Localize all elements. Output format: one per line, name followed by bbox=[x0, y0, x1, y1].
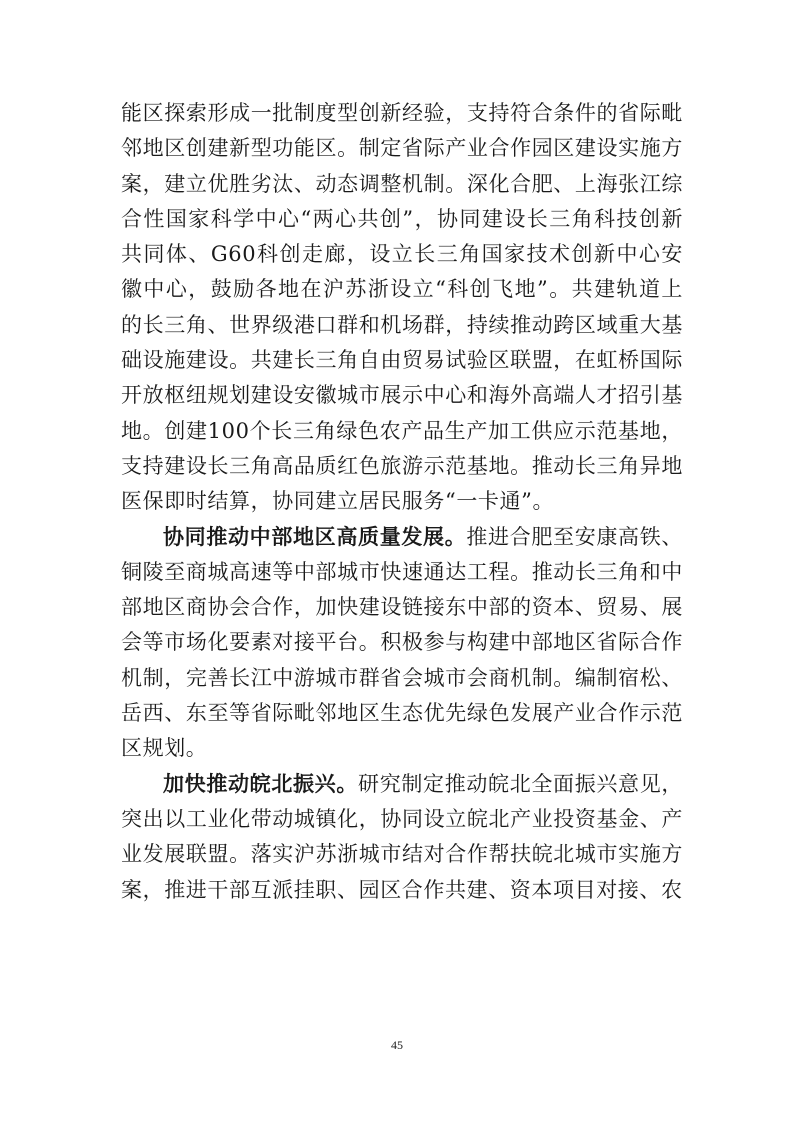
paragraph-text: 推进合肥至安康高铁、铜陵至商城高速等中部城市快速通达工程。推动长三角和中部地区商协会合作，加快建设链接东中部的资本、贸易、展会等市场化要素对接平台。积极参与构建中部地区省际合作机制，完善长江中游城市群省会城市会商机制。编制宿松、岳西、东至等省际毗邻地区生态优先绿色发展产业合作示范区规划。 bbox=[121, 524, 683, 761]
paragraph-text: 能区探索形成一批制度型创新经验，支持符合条件的省际毗邻地区创建新型功能区。制定省际产业合作园区建设实施方案，建立优胜劣汰、动态调整机制。深化合肥、上海张江综合性国家科学中心“两心共创”，协同建设长三角科技创新共同体、G60科创走廊，设立长三角国家技术创新中心安徽中心，鼓励各地在沪苏浙设立“科创飞地”。共建轨道上的长三角、世界级港口群和机场群，持续推动跨区域重大基础设施建设。共建长三角自由贸易试验区联盟，在虹桥国际开放枢纽规划建设安徽城市展示中心和海外高端人才招引基地。创建100个长三角绿色农产品生产加工供应示范基地，支持建设长三角高品质红色旅游示范基地。推动长三角异地医保即时结算，协同建立居民服务“一卡通”。 bbox=[121, 101, 683, 514]
paragraph-north-anhui bbox=[121, 767, 683, 908]
paragraph-lead-heading: 协同推动中部地区高质量发展。 bbox=[163, 524, 467, 549]
paragraph-text: 研究制定推动皖北全面振兴意见，突出以工业化带动城镇化，协同设立皖北产业投资基金、产业发展联盟。落实沪苏浙城市结对合作帮扶皖北城市实施方案，推进干部互派挂职、园区合作共建、资本项目对接、农 bbox=[121, 771, 683, 902]
paragraph-lead-heading: 加快推动皖北振兴。 bbox=[163, 771, 359, 796]
paragraph-yangtze-delta bbox=[121, 96, 683, 520]
paragraph-central-region bbox=[121, 520, 683, 767]
page-number: 45 bbox=[391, 1038, 403, 1052]
page-body bbox=[121, 96, 683, 908]
